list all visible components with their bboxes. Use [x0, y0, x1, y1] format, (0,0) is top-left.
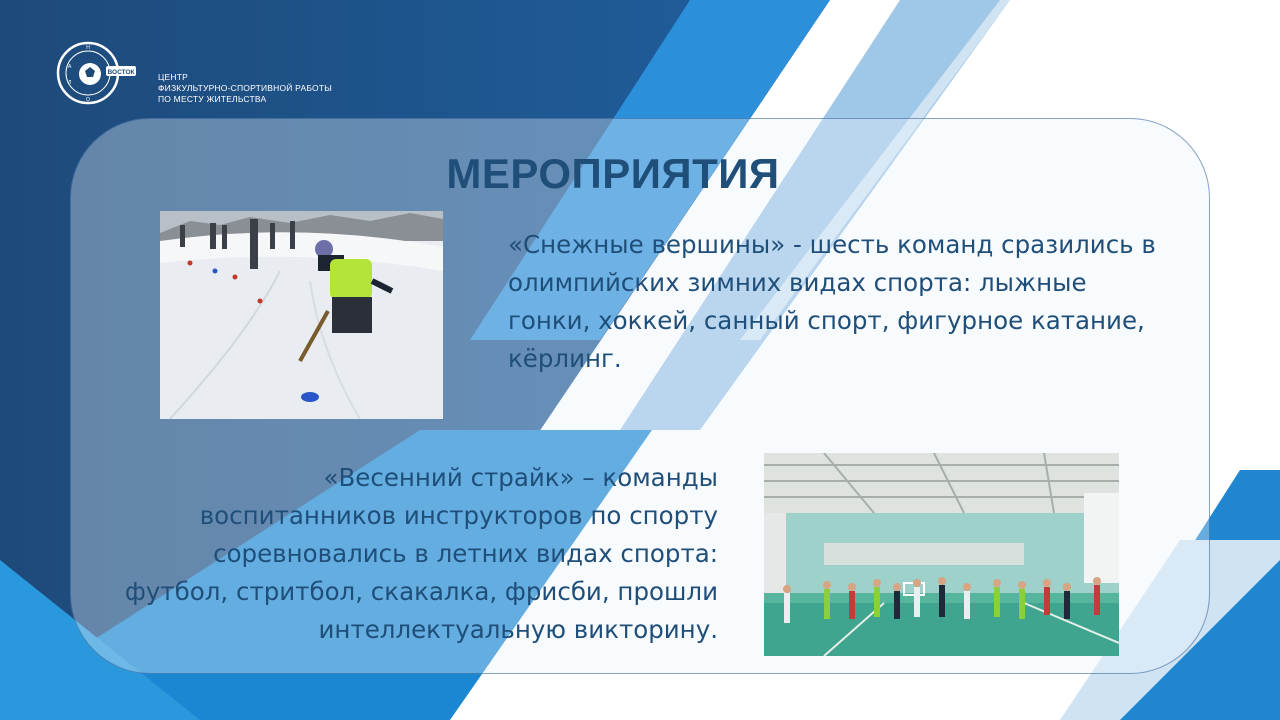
event-description-spring: «Весенний страйк» – команды воспитанников инструкторов по спорту соревновались в летних видах спорта: футбол, стритбол, скакалка, фрисби, прошли интеллектуальную викторину. — [124, 463, 718, 644]
slide-title: МЕРОПРИЯТИЯ — [446, 150, 780, 197]
organization-logo — [54, 38, 138, 108]
logo-text: ВОСТОК — [107, 69, 135, 76]
organization-name — [158, 72, 332, 105]
organization-line: ПО МЕСТУ ЖИТЕЛЬСТВА — [158, 94, 267, 104]
organization-line: ЦЕНТР — [158, 72, 188, 82]
svg-text:А: А — [68, 64, 72, 70]
event-description-winter: «Снежные вершины» - шесть команд сразились в олимпийских зимних видах спорта: лыжные гонки, хоккей, санный спорт, фигурное катание, кёрлинг. — [508, 230, 1156, 373]
spring-event-photo — [764, 453, 1119, 656]
winter-event-photo — [160, 211, 443, 419]
svg-text:Л: Л — [68, 80, 72, 86]
svg-text:Н: Н — [86, 45, 90, 51]
svg-text:О: О — [86, 97, 90, 103]
organization-line: ФИЗКУЛЬТУРНО-СПОРТИВНОЙ РАБОТЫ — [158, 83, 332, 93]
